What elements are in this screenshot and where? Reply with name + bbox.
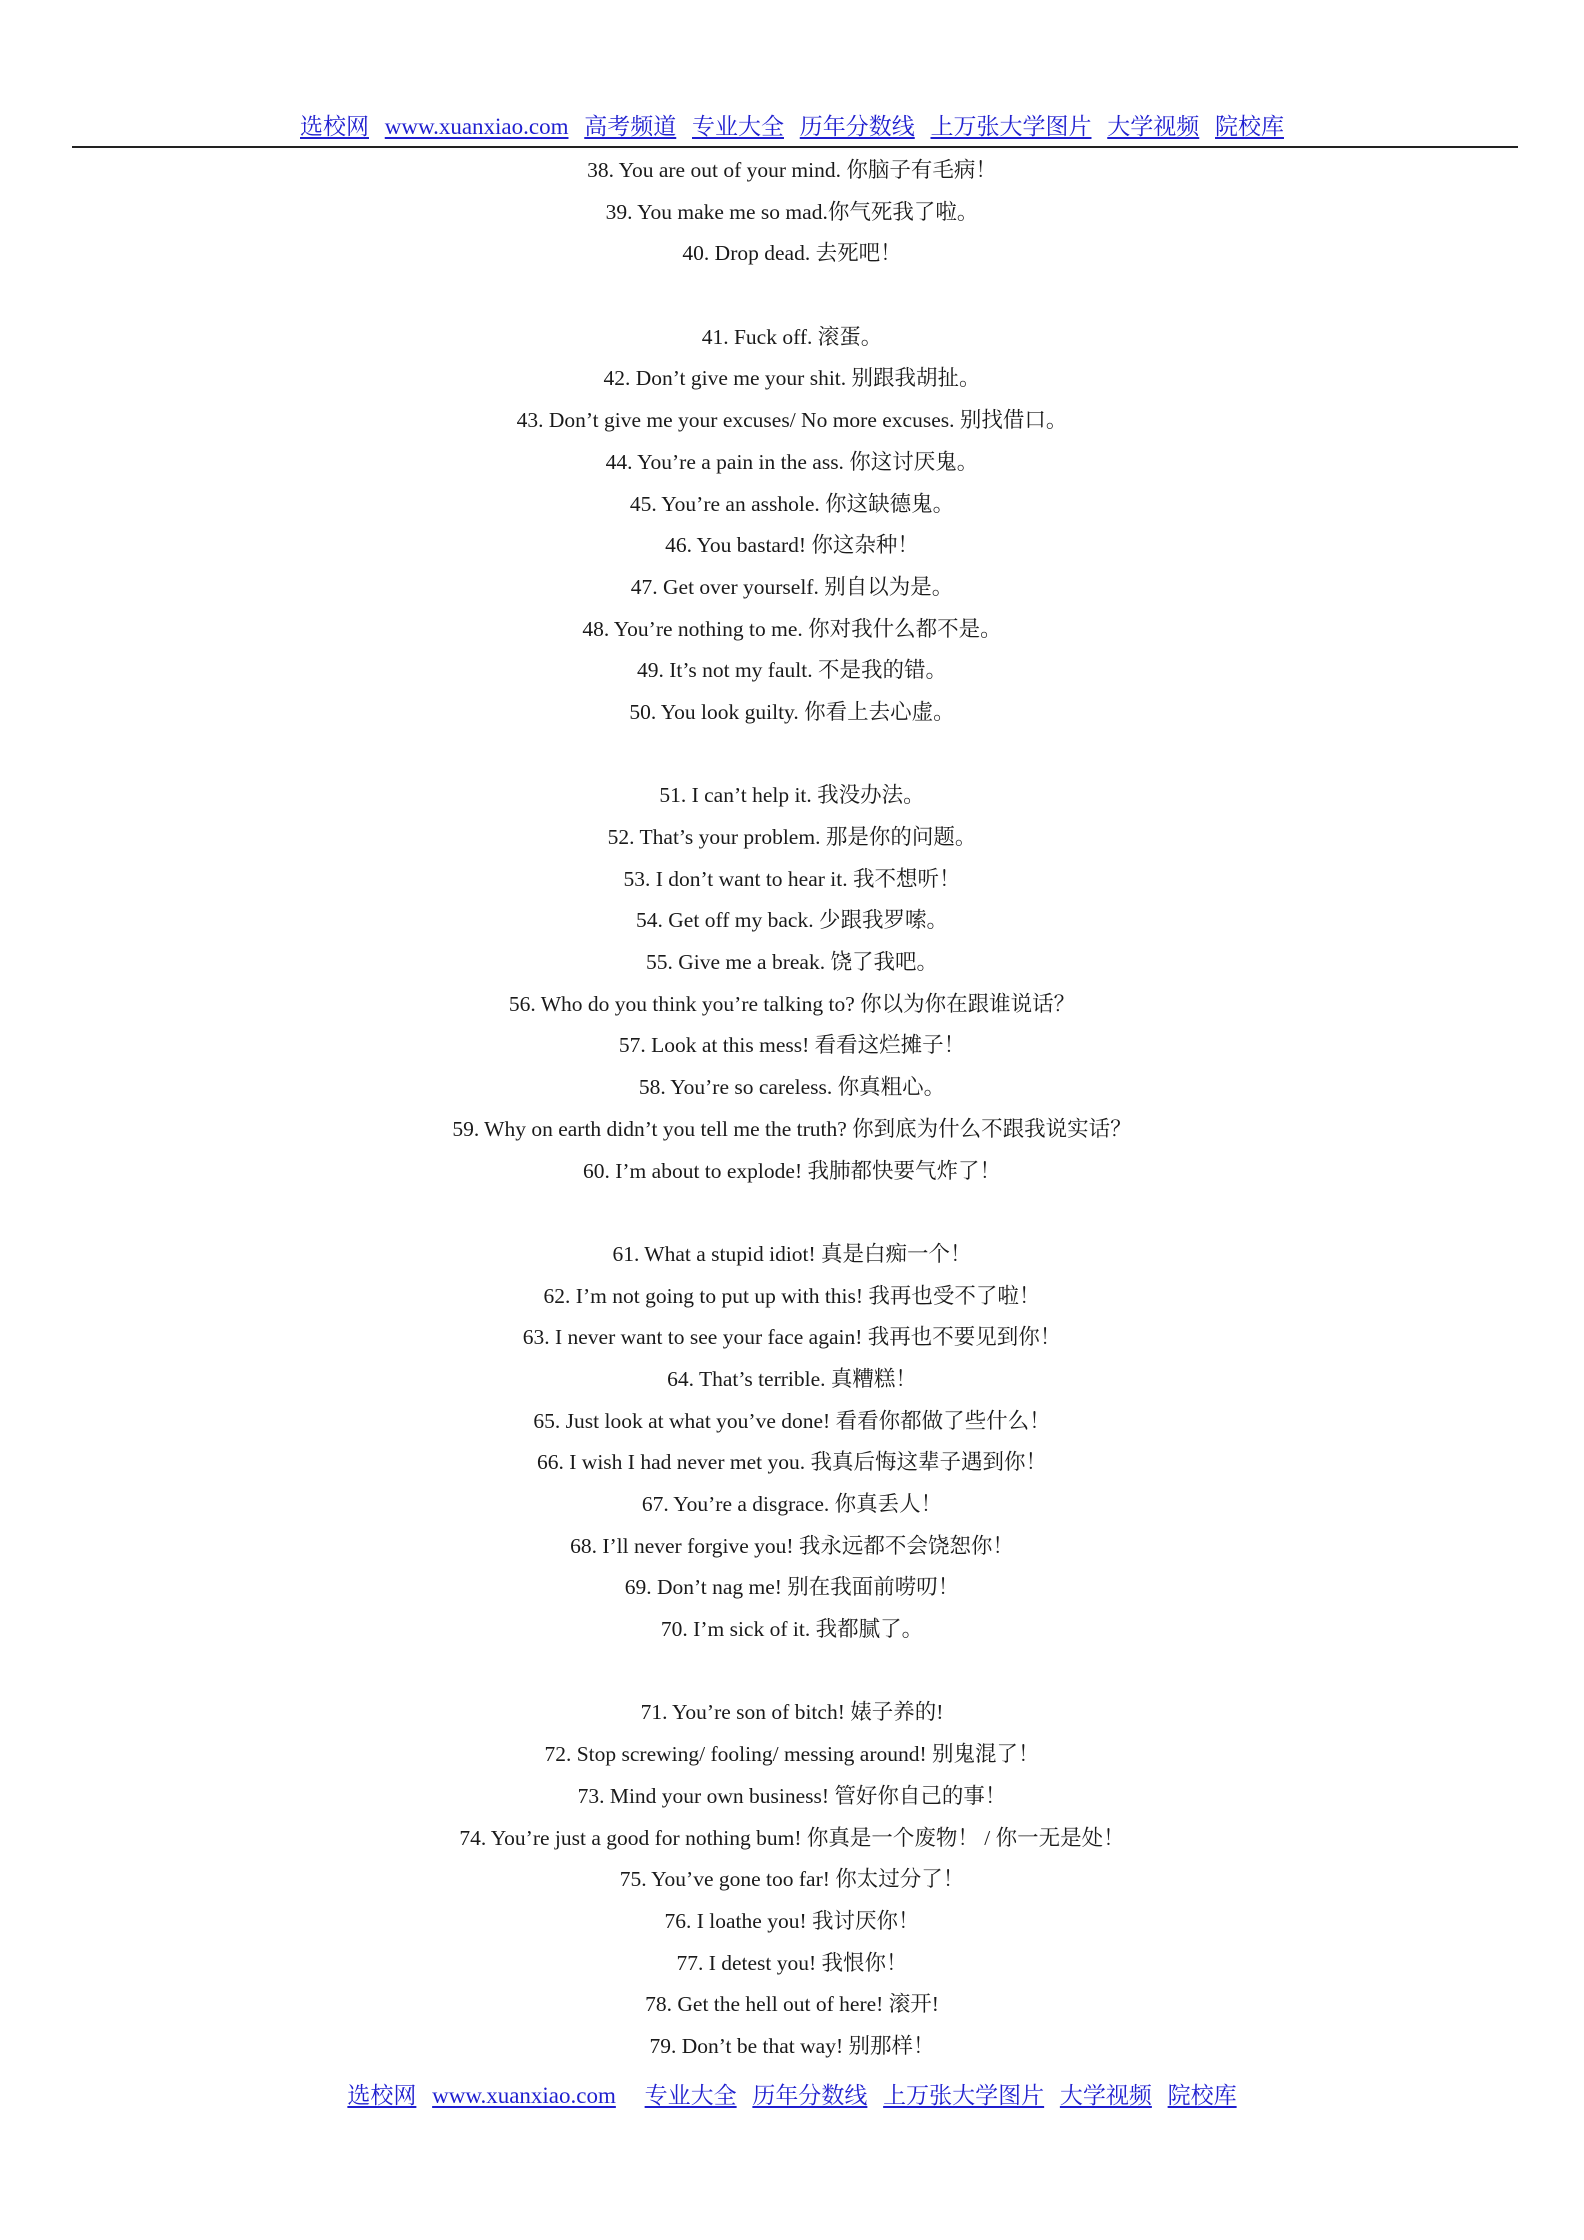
phrase-50: 50. You look guilty. 你看上去心虚。 bbox=[629, 699, 955, 724]
phrase-55: 55. Give me a break. 饶了我吧。 bbox=[646, 950, 938, 975]
phrase-42: 42. Don’t give me your shit. 别跟我胡扯。 bbox=[603, 366, 981, 391]
phrase-list bbox=[0, 155, 1584, 2073]
phrase-63: 63. I never want to see your face again! 我再也不要见到你！ bbox=[522, 1325, 1062, 1350]
header-link-gaokao[interactable]: 高考频道 bbox=[584, 114, 677, 139]
phrase-75: 75. You’ve gone too far! 你太过分了！ bbox=[619, 1867, 965, 1892]
phrase-76: 76. I loathe you! 我讨厌你！ bbox=[664, 1908, 920, 1933]
phrase-52: 52. That’s your problem. 那是你的问题。 bbox=[607, 825, 977, 849]
phrase-43: 43. Don’t give me your excuses/ No more excuses. 别找借口。 bbox=[516, 408, 1068, 433]
phrase-49: 49. It’s not my fault. 不是我的错。 bbox=[637, 658, 947, 683]
footer-links bbox=[0, 2081, 1584, 2111]
phrase-44: 44. You’re a pain in the ass. 你这讨厌鬼。 bbox=[605, 449, 979, 474]
phrase-59: 59. Why on earth didn’t you tell me the truth? 你到底为什么不跟我说实话？ bbox=[452, 1116, 1132, 1141]
phrase-68: 68. I’ll never forgive you! 我永远都不会饶恕你！ bbox=[570, 1533, 1014, 1558]
header-link-videos[interactable]: 大学视频 bbox=[1107, 114, 1200, 139]
phrase-56: 56. Who do you think you’re talking to? 你以为你在跟谁说话？ bbox=[508, 991, 1076, 1016]
footer-link-majors[interactable]: 专业大全 bbox=[644, 2083, 737, 2108]
phrase-41: 41. Fuck off. 滚蛋。 bbox=[701, 324, 883, 349]
phrase-58: 58. You’re so careless. 你真粗心。 bbox=[638, 1075, 946, 1100]
phrase-57: 57. Look at this mess! 看看这烂摊子！ bbox=[618, 1033, 966, 1058]
phrase-71: 71. You’re son of bitch! 婊子养的! bbox=[640, 1700, 944, 1725]
header-link-scores[interactable]: 历年分数线 bbox=[799, 114, 915, 139]
phrase-46: 46. You bastard! 你这杂种！ bbox=[665, 533, 919, 558]
phrase-60: 60. I’m about to explode! 我肺都快要气炸了！ bbox=[582, 1158, 1001, 1183]
phrase-66: 66. I wish I had never met you. 我真后悔这辈子遇到你！ bbox=[537, 1450, 1047, 1475]
phrase-62: 62. I’m not going to put up with this! 我再也受不了啦！ bbox=[543, 1283, 1041, 1308]
footer-link-colleges[interactable]: 院校库 bbox=[1167, 2083, 1237, 2108]
phrase-74: 74. You’re just a good for nothing bum! 你真是一个废物！ / 你一无是处！ bbox=[459, 1825, 1125, 1850]
phrase-48: 48. You’re nothing to me. 你对我什么都不是。 bbox=[582, 616, 1002, 641]
phrase-53: 53. I don’t want to hear it. 我不想听！ bbox=[623, 866, 961, 891]
phrase-38: 38. You are out of your mind. 你脑子有毛病！ bbox=[587, 158, 997, 182]
phrase-47: 47. Get over yourself. 别自以为是。 bbox=[630, 574, 954, 599]
phrase-79: 79. Don’t be that way! 别那样！ bbox=[649, 2033, 935, 2058]
phrase-39: 39. You make me so mad.你气死我了啦。 bbox=[605, 199, 979, 224]
phrase-61: 61. What a stupid idiot! 真是白痴一个！ bbox=[612, 1241, 972, 1266]
phrase-64: 64. That’s terrible. 真糟糕！ bbox=[667, 1366, 917, 1391]
phrase-77: 77. I detest you! 我恨你！ bbox=[676, 1950, 908, 1975]
footer-link-site[interactable]: 选校网 bbox=[347, 2083, 417, 2108]
phrase-67: 67. You’re a disgrace. 你真丢人！ bbox=[641, 1492, 943, 1516]
footer-link-url[interactable]: www.xuanxiao.com bbox=[432, 2083, 616, 2108]
header-link-majors[interactable]: 专业大全 bbox=[692, 114, 784, 139]
footer-link-photos[interactable]: 上万张大学图片 bbox=[883, 2083, 1045, 2108]
header-divider bbox=[72, 146, 1518, 148]
header-link-site[interactable]: 选校网 bbox=[300, 114, 369, 139]
phrase-54: 54. Get off my back. 少跟我罗嗦。 bbox=[636, 908, 948, 933]
phrase-69: 69. Don’t nag me! 别在我面前唠叨！ bbox=[624, 1575, 960, 1600]
phrase-72: 72. Stop screwing/ fooling/ messing around! 别鬼混了！ bbox=[544, 1742, 1040, 1767]
phrase-73: 73. Mind your own business! 管好你自己的事！ bbox=[577, 1783, 1007, 1808]
footer-link-scores[interactable]: 历年分数线 bbox=[752, 2083, 868, 2108]
phrase-51: 51. I can’t help it. 我没办法。 bbox=[659, 783, 925, 808]
phrase-45: 45. You’re an asshole. 你这缺德鬼。 bbox=[629, 491, 955, 516]
header-links bbox=[0, 112, 1584, 142]
footer-link-videos[interactable]: 大学视频 bbox=[1059, 2083, 1152, 2108]
phrase-70: 70. I’m sick of it. 我都腻了。 bbox=[660, 1617, 924, 1642]
phrase-65: 65. Just look at what you’ve done! 看看你都做了些什么！ bbox=[533, 1408, 1051, 1433]
header-link-photos[interactable]: 上万张大学图片 bbox=[930, 114, 1092, 139]
phrase-40: 40. Drop dead. 去死吧！ bbox=[682, 241, 902, 266]
header-link-colleges[interactable]: 院校库 bbox=[1215, 114, 1284, 139]
header-link-url[interactable]: www.xuanxiao.com bbox=[384, 114, 569, 139]
phrase-78: 78. Get the hell out of here! 滚开! bbox=[645, 1992, 939, 2017]
